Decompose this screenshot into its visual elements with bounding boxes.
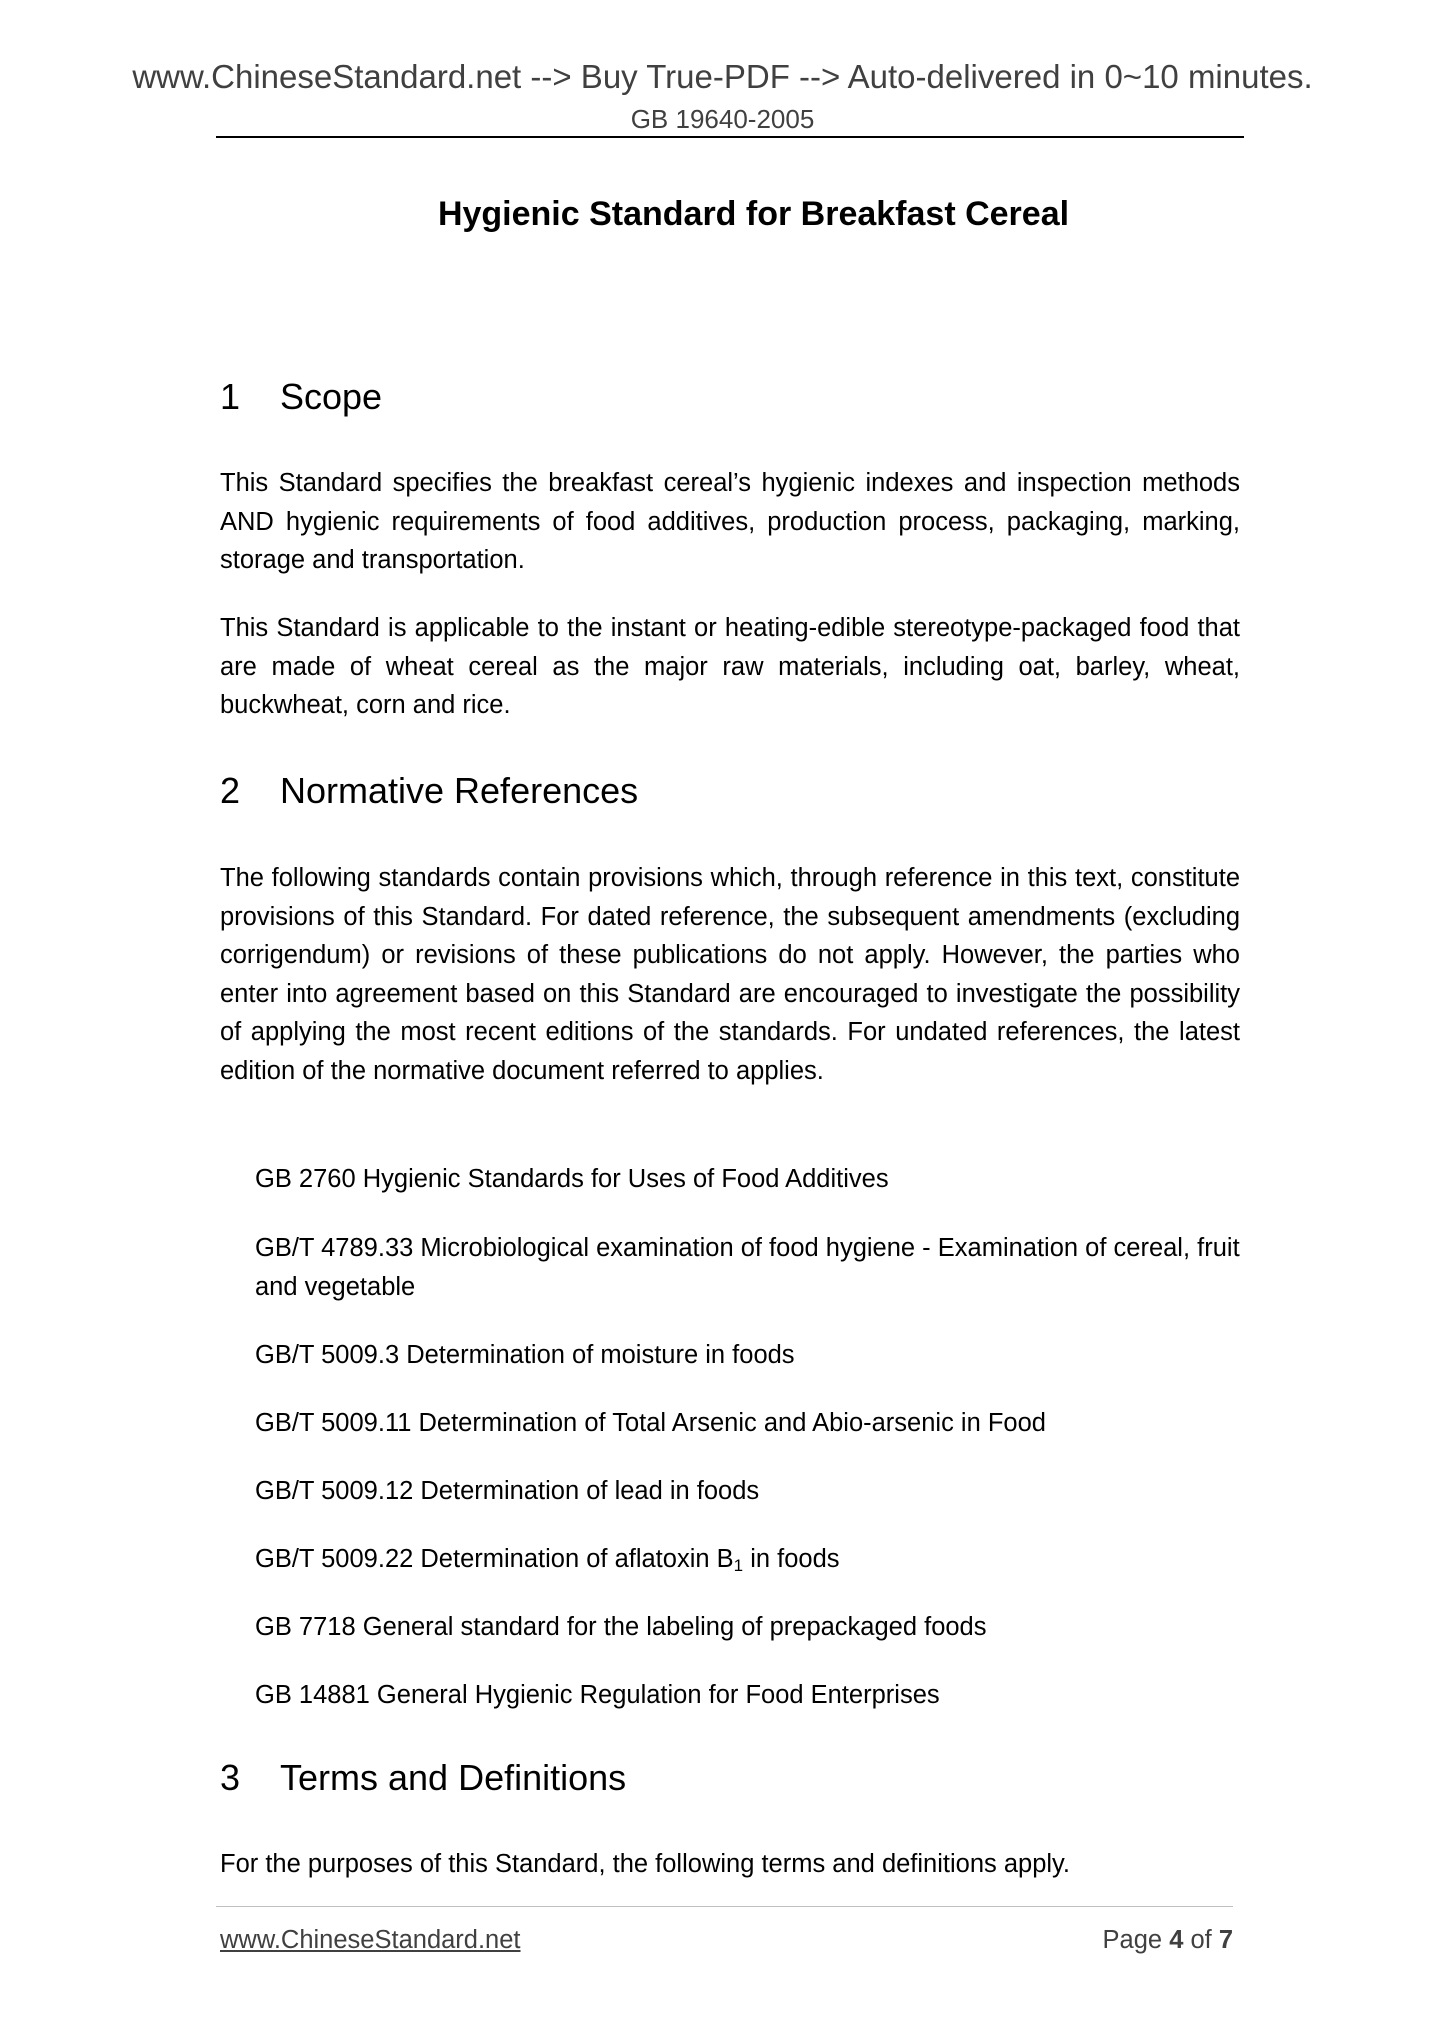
header-divider [216,136,1244,138]
terms-paragraph: For the purposes of this Standard, the following terms and definitions apply. [220,1850,1071,1878]
section-title: Normative References [280,770,639,811]
document-number: GB 19640-2005 [630,104,815,134]
page-middle: of [1183,1926,1219,1954]
scope-paragraph-1: This Standard specifies the breakfast cereal’s hygienic indexes and inspection methods AND hygienic requirements of food additives, production process, packaging, marking, storage and transportation. [220,469,1240,574]
section-heading-terms-and-definitions [220,1757,626,1799]
page-indicator [1103,1926,1233,1955]
total-pages: 7 [1218,1926,1233,1954]
reference-item: GB 14881 General Hygienic Regulation for Food Enterprises [255,1681,940,1709]
page-prefix: Page [1102,1926,1170,1954]
section-title: Scope [280,376,383,417]
section-number: 3 [220,1757,241,1798]
header-banner[interactable]: www.ChineseStandard.net --> Buy True-PDF --> Auto-delivered in 0~10 minutes. [132,58,1313,95]
footer-divider [216,1906,1233,1907]
section-number: 2 [220,770,241,811]
reference-text: GB/T 5009.22 Determination of aflatoxin B [255,1545,734,1573]
reference-item: GB 2760 Hygienic Standards for Uses of Food Additives [255,1165,889,1193]
page-title: Hygienic Standard for Breakfast Cereal [437,195,1070,233]
footer-website-link[interactable]: www.ChineseStandard.net [220,1926,521,1954]
reference-item: GB/T 5009.11 Determination of Total Arsenic and Abio-arsenic in Food [255,1409,1046,1437]
references-intro-paragraph: The following standards contain provisions which, through reference in this text, constitute provisions of this Standard. For dated reference, the subsequent amendments (excluding corrigendum) or revisions of these publications do not apply. However, the parties who enter into agreement based on this Standard are encouraged to investigate the possibility of applying the most recent editions of the standards. For undated references, the latest edition of the normative document referred to applies. [220,864,1240,1085]
reference-item: GB 7718 General standard for the labeling of prepackaged foods [255,1613,987,1641]
reference-item [255,1540,1240,1586]
reference-item: GB/T 5009.3 Determination of moisture in foods [255,1341,795,1369]
section-title: Terms and Definitions [280,1757,627,1798]
section-heading-scope [220,376,382,418]
reference-item: GB/T 5009.12 Determination of lead in foods [255,1477,760,1505]
current-page: 4 [1169,1926,1184,1954]
section-heading-normative-references [220,770,638,812]
reference-item: GB/T 4789.33 Microbiological examination of food hygiene - Examination of cereal, fruit and vegetable [255,1234,1240,1301]
subscript: 1 [733,1556,744,1575]
reference-text: in foods [743,1545,840,1573]
scope-paragraph-2: This Standard is applicable to the instant or heating-edible stereotype-packaged food that are made of wheat cereal as the major raw materials, including oat, barley, wheat, buckwheat, corn and rice. [220,614,1240,719]
section-number: 1 [220,376,241,417]
